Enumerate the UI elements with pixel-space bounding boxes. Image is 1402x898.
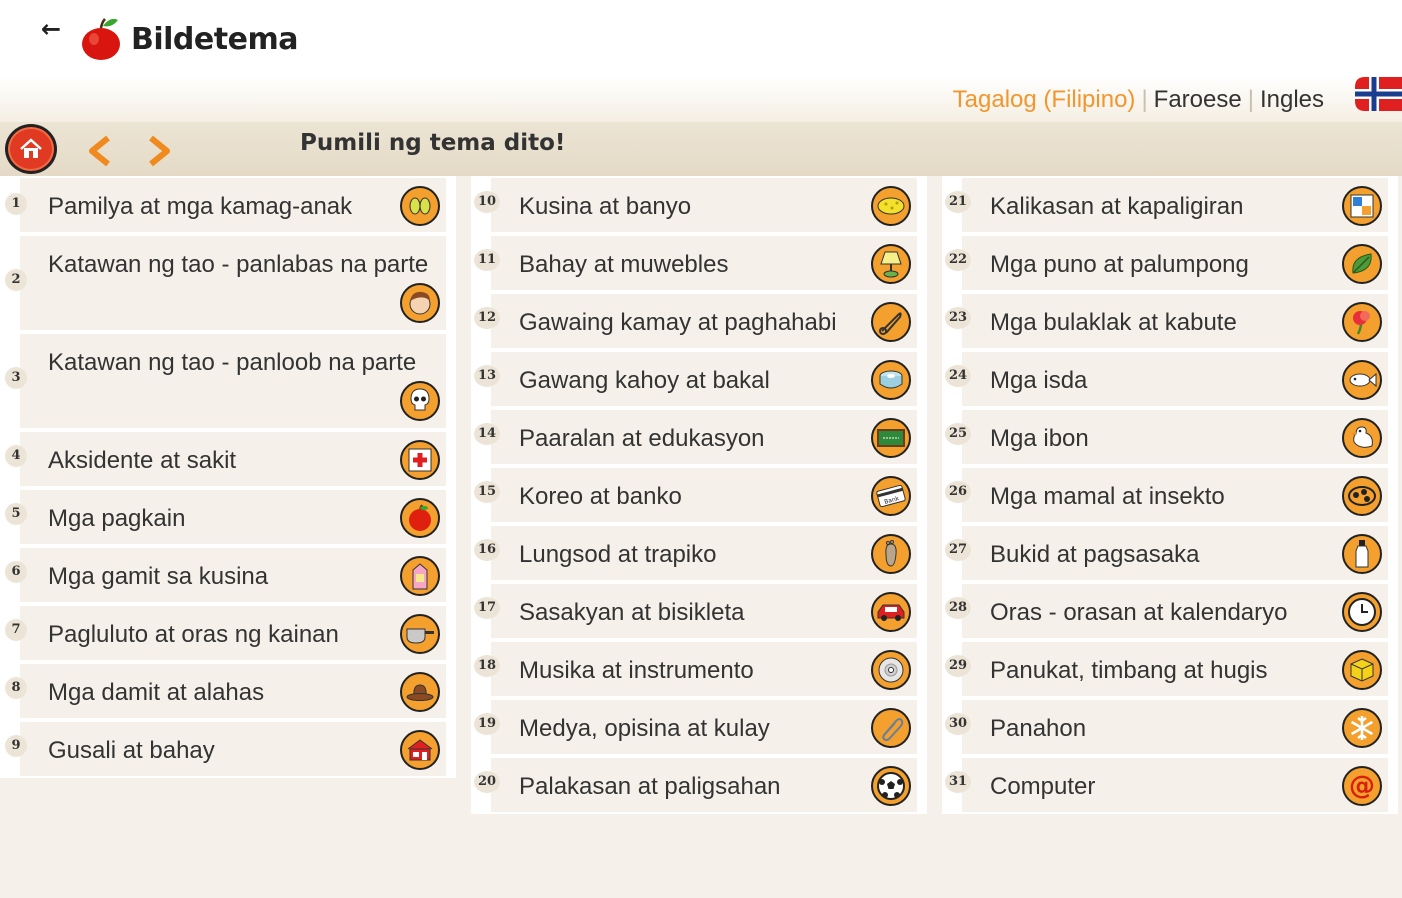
milk-carton-icon [400, 556, 440, 596]
theme-label: Palakasan at paligsahan [519, 773, 781, 800]
theme-item-9[interactable] [11, 722, 446, 778]
theme-number: 4 [5, 445, 27, 467]
theme-item-2[interactable] [11, 236, 446, 332]
skull-icon [400, 381, 440, 421]
hat-icon [400, 672, 440, 712]
theme-number: 3 [5, 367, 27, 389]
apple-logo-icon [80, 14, 122, 62]
theme-number: 12 [474, 307, 500, 329]
theme-label: Musika at instrumento [519, 657, 754, 684]
snowflake-icon [1342, 708, 1382, 748]
language-tagalog[interactable]: Tagalog (Filipino) [952, 86, 1136, 113]
recycle-icon [1342, 186, 1382, 226]
theme-item-25[interactable] [948, 410, 1388, 466]
app-title[interactable]: Bildetema [131, 22, 298, 57]
theme-item-4[interactable] [11, 432, 446, 488]
car-icon [871, 592, 911, 632]
theme-number: 20 [474, 771, 500, 793]
navigation-bar [0, 122, 1402, 176]
duck-icon [1342, 418, 1382, 458]
sponge-icon [871, 186, 911, 226]
theme-item-5[interactable] [11, 490, 446, 546]
theme-number: 8 [5, 677, 27, 699]
theme-number: 7 [5, 619, 27, 641]
leaf-icon [1342, 244, 1382, 284]
theme-label: Bukid at pagsasaka [990, 541, 1200, 568]
theme-item-6[interactable] [11, 548, 446, 604]
theme-item-20[interactable] [477, 758, 917, 814]
language-separator: | [1141, 86, 1148, 113]
theme-number: 14 [474, 423, 500, 445]
safety-pin-icon [871, 302, 911, 342]
theme-label: Kalikasan at kapaligiran [990, 193, 1244, 220]
theme-label: Gusali at bahay [48, 737, 215, 764]
theme-item-13[interactable] [477, 352, 917, 408]
theme-number: 10 [474, 191, 500, 213]
theme-number: 24 [945, 365, 971, 387]
previous-arrow-icon[interactable] [84, 134, 118, 168]
first-aid-icon [400, 440, 440, 480]
theme-column-2 [471, 176, 927, 814]
clock-icon [1342, 592, 1382, 632]
theme-label: Bahay at muwebles [519, 251, 729, 278]
language-faroese[interactable]: Faroese [1153, 86, 1242, 113]
theme-label: Panukat, timbang at hugis [990, 657, 1268, 684]
at-sign-icon: @ [1342, 766, 1382, 806]
theme-item-8[interactable] [11, 664, 446, 720]
theme-number: 1 [5, 193, 27, 215]
theme-label: Mga damit at alahas [48, 679, 265, 706]
pot-icon [400, 614, 440, 654]
apple-icon [400, 498, 440, 538]
theme-item-12[interactable] [477, 294, 917, 350]
theme-label: Panahon [990, 715, 1087, 742]
theme-label: Koreo at banko [519, 483, 682, 510]
theme-item-19[interactable] [477, 700, 917, 756]
theme-label: Gawaing kamay at paghahabi [519, 309, 837, 336]
theme-number: 13 [474, 365, 500, 387]
theme-item-1[interactable] [11, 178, 446, 234]
theme-number: 11 [474, 249, 500, 271]
cube-icon [1342, 650, 1382, 690]
theme-number: 17 [474, 597, 500, 619]
bank-card-icon [871, 476, 911, 516]
paperclip-icon [871, 708, 911, 748]
theme-column-1 [0, 176, 456, 778]
cd-icon [871, 650, 911, 690]
theme-label: Kusina at banyo [519, 193, 692, 220]
ladybug-icon [1342, 476, 1382, 516]
fish-icon [1342, 360, 1382, 400]
footprint-icon [871, 534, 911, 574]
theme-item-24[interactable] [948, 352, 1388, 408]
theme-label: Lungsod at trapiko [519, 541, 717, 568]
theme-number: 18 [474, 655, 500, 677]
theme-column-3 [942, 176, 1398, 814]
theme-number: 9 [5, 735, 27, 757]
theme-number: 19 [474, 713, 500, 735]
face-icon [400, 283, 440, 323]
milk-bottle-icon [1342, 534, 1382, 574]
theme-number: 29 [945, 655, 971, 677]
theme-number: 25 [945, 423, 971, 445]
language-selector [953, 86, 1324, 114]
theme-item-22[interactable] [948, 236, 1388, 292]
theme-number: 16 [474, 539, 500, 561]
theme-number: 2 [5, 269, 27, 291]
house-icon [400, 730, 440, 770]
theme-item-15[interactable] [477, 468, 917, 524]
theme-item-28[interactable] [948, 584, 1388, 640]
home-button[interactable] [5, 124, 57, 174]
theme-label: Mga bulaklak at kabute [990, 309, 1237, 336]
theme-number: 21 [945, 191, 971, 213]
theme-label: Medya, opisina at kulay [519, 715, 770, 742]
theme-number: 5 [5, 503, 27, 525]
theme-number: 28 [945, 597, 971, 619]
theme-label: Mga gamit sa kusina [48, 563, 269, 590]
theme-label: Oras - orasan at kalendaryo [990, 599, 1288, 626]
theme-item-31[interactable] [948, 758, 1388, 814]
flower-icon [1342, 302, 1382, 342]
theme-label: Paaralan at edukasyon [519, 425, 765, 452]
bank-card-text: Bank [883, 495, 900, 506]
theme-item-23[interactable] [948, 294, 1388, 350]
theme-number: 22 [945, 249, 971, 271]
theme-label: Aksidente at sakit [48, 447, 237, 474]
theme-item-29[interactable] [948, 642, 1388, 698]
theme-item-27[interactable] [948, 526, 1388, 582]
theme-item-3[interactable] [11, 334, 446, 430]
theme-label: Pamilya at mga kamag-anak [48, 193, 353, 220]
theme-label: Gawang kahoy at bakal [519, 367, 770, 394]
language-english[interactable]: Ingles [1259, 86, 1324, 113]
top-bar [0, 0, 1402, 76]
theme-label: Mga isda [990, 367, 1088, 394]
theme-label: Mga mamal at insekto [990, 483, 1225, 510]
theme-number: 27 [945, 539, 971, 561]
theme-number: 23 [945, 307, 971, 329]
theme-label: Computer [990, 773, 1096, 800]
football-icon [871, 766, 911, 806]
theme-item-18[interactable] [477, 642, 917, 698]
norway-flag-icon[interactable] [1355, 77, 1402, 111]
page-title: Pumili ng tema dito! [300, 130, 566, 156]
home-icon [19, 137, 43, 161]
theme-label: Pagluluto at oras ng kainan [48, 621, 339, 648]
theme-number: 15 [474, 481, 500, 503]
theme-item-26[interactable] [948, 468, 1388, 524]
family-icon [400, 186, 440, 226]
theme-number: 26 [945, 481, 971, 503]
theme-item-16[interactable] [477, 526, 917, 582]
theme-item-21[interactable] [948, 178, 1388, 234]
theme-item-7[interactable] [11, 606, 446, 662]
theme-item-11[interactable] [477, 236, 917, 292]
theme-label: Katawan ng tao - panloob na parte [48, 349, 417, 376]
next-arrow-icon[interactable] [141, 134, 175, 168]
theme-number: 30 [945, 713, 971, 735]
theme-label: Sasakyan at bisikleta [519, 599, 745, 626]
theme-item-10[interactable] [477, 178, 917, 234]
theme-label: Mga ibon [990, 425, 1089, 452]
theme-number: 6 [5, 561, 27, 583]
theme-item-17[interactable] [477, 584, 917, 640]
theme-label: Katawan ng tao - panlabas na parte [48, 251, 429, 278]
theme-number: 31 [945, 771, 971, 793]
language-separator: | [1247, 86, 1254, 113]
theme-label: Mga pagkain [48, 505, 186, 532]
blackboard-icon [871, 418, 911, 458]
theme-label: Mga puno at palumpong [990, 251, 1249, 278]
tape-icon [871, 360, 911, 400]
theme-item-14[interactable] [477, 410, 917, 466]
theme-item-30[interactable] [948, 700, 1388, 756]
back-arrow-icon[interactable]: ← [40, 15, 62, 43]
lamp-icon [871, 244, 911, 284]
